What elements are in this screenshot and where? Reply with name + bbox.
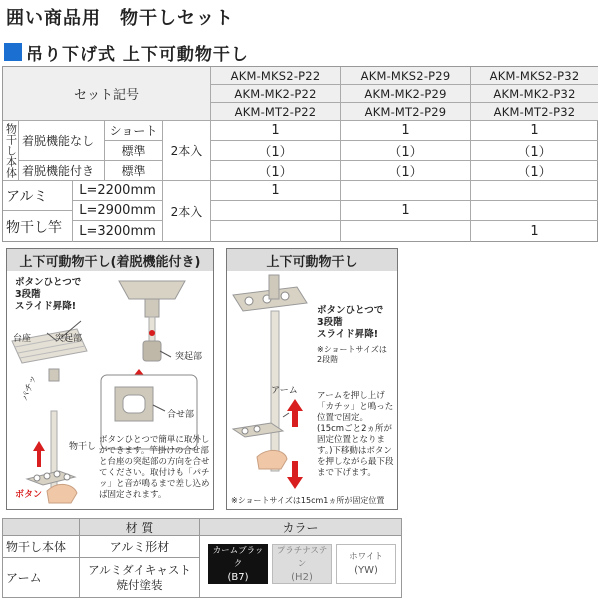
qty-cell [471, 181, 598, 201]
qty-cell [341, 221, 471, 242]
spec-table [2, 66, 598, 242]
leader-line [283, 413, 289, 417]
click-label: パチッ [20, 373, 40, 403]
model-code: AKM-MT2-P32 [471, 103, 598, 121]
qty-cell: （1） [341, 141, 471, 161]
subtitle-bar [4, 40, 249, 64]
lead-note: ※ショートサイズは 2段階 [317, 345, 387, 364]
qty-cell: （1） [471, 141, 598, 161]
button-label: ボタン [15, 490, 43, 500]
hand-icon [47, 484, 77, 503]
lead-text: ボタンひとつで 3段階 スライド昇降! [317, 305, 384, 340]
arm-plate-icon [233, 275, 307, 311]
model-code: AKM-MK2-P22 [211, 85, 341, 103]
model-code: AKM-MKS2-P32 [471, 67, 598, 85]
length-3200: L=3200mm [73, 221, 163, 242]
material-value: アルミ形材 [80, 536, 200, 558]
with-detach-label: 着脱機能付き [19, 161, 105, 181]
honntai-vertical-label: 物干し本体 [3, 121, 19, 181]
qty-cell: 1 [211, 181, 341, 201]
color-code: (H2) [291, 571, 313, 583]
color-header: カラー [200, 518, 402, 536]
qty-cell: 1 [211, 121, 341, 141]
header-blank [2, 518, 80, 536]
model-code: AKM-MK2-P32 [471, 85, 598, 103]
short-label: ショート [105, 121, 163, 141]
standard-label: 標準 [105, 161, 163, 181]
detach-note: ボタンひとつで簡単に取外しができます。竿掛けの合せ部と台座の突起部の方向を合せてください。取付けも「パチッ」と音が鳴るまで差し込めば固定されます。 [99, 435, 210, 500]
slide-note: アームを押し上げ「カチッ」と鳴った位置で固定。(15cmごと2ヵ所が固定位置となります。)下移動はボタンを押しながら最下段まで下げます。 [317, 391, 394, 478]
qty-cell [471, 201, 598, 221]
qty-cell: （1） [341, 161, 471, 181]
base-label: 台座 [13, 334, 32, 344]
part-name: 物干し本体 [2, 536, 80, 558]
qty-cell: 1 [341, 201, 471, 221]
pole-label: 物干し竿 [3, 211, 73, 242]
color-name: プラチナステン [276, 545, 328, 569]
arm-label: アーム [271, 386, 298, 396]
two-pcs-label: 2本入 [163, 181, 211, 242]
qty-cell: （1） [211, 161, 341, 181]
footnote: ※ショートサイズは15cm1ヵ所が固定位置 [231, 496, 385, 505]
detachable-diagram-panel [6, 248, 214, 510]
up-arrow-icon [33, 441, 45, 467]
material-header: 材 質 [80, 518, 200, 536]
qty-cell: 1 [341, 121, 471, 141]
aluminum-label: アルミ [3, 181, 73, 211]
part-name: アーム [2, 558, 80, 598]
blue-square-icon [4, 43, 22, 61]
model-code: AKM-MT2-P22 [211, 103, 341, 121]
material-table [2, 518, 402, 598]
color-name: カームブラック [212, 545, 264, 569]
protrusion-label: 突起部 [175, 352, 203, 362]
set-code-label: セット記号 [3, 67, 211, 121]
model-code: AKM-MKS2-P29 [341, 67, 471, 85]
model-code: AKM-MKS2-P22 [211, 67, 341, 85]
length-2900: L=2900mm [73, 201, 163, 221]
qty-cell [341, 181, 471, 201]
gasseki-label: 合せ部 [167, 410, 195, 420]
standard-label: 標準 [105, 141, 163, 161]
slide-diagram-panel [226, 248, 398, 510]
qty-cell [211, 221, 341, 242]
color-swatch-black [208, 544, 268, 584]
no-detach-label: 着脱機能なし [19, 121, 105, 161]
page-title: 囲い商品用 物干しセット [6, 8, 234, 29]
lead-text: ボタンひとつで 3段階 スライド昇降! [15, 277, 82, 312]
qty-cell [211, 201, 341, 221]
monohoshi-label: 物干し [69, 442, 97, 452]
panel-header: 上下可動物干し [227, 249, 397, 271]
color-swatch-platinum [272, 544, 332, 584]
color-code: (B7) [227, 571, 249, 583]
subtitle: 吊り下げ式 上下可動物干し [26, 44, 249, 65]
panel-header: 上下可動物干し(着脱機能付き) [7, 249, 213, 271]
leader-line [160, 351, 171, 357]
model-code: AKM-MK2-P29 [341, 85, 471, 103]
qty-cell: 1 [530, 224, 539, 239]
length-2200: L=2200mm [73, 181, 163, 201]
two-pcs-label: 2本入 [163, 121, 211, 181]
model-code: AKM-MT2-P29 [341, 103, 471, 121]
color-code: (YW) [354, 565, 378, 576]
protrusion-label: 突起部 [55, 334, 83, 344]
qty-cell: 1 [471, 121, 598, 141]
up-arrow-icon [287, 399, 303, 427]
hand-icon [257, 450, 287, 469]
qty-cell: （1） [471, 161, 598, 181]
color-name: ホワイト [349, 552, 383, 562]
down-arrow-icon [287, 461, 303, 489]
color-swatch-white [336, 544, 396, 584]
material-value: アルミダイキャスト 焼付塗装 [80, 558, 200, 598]
qty-cell: （1） [211, 141, 341, 161]
